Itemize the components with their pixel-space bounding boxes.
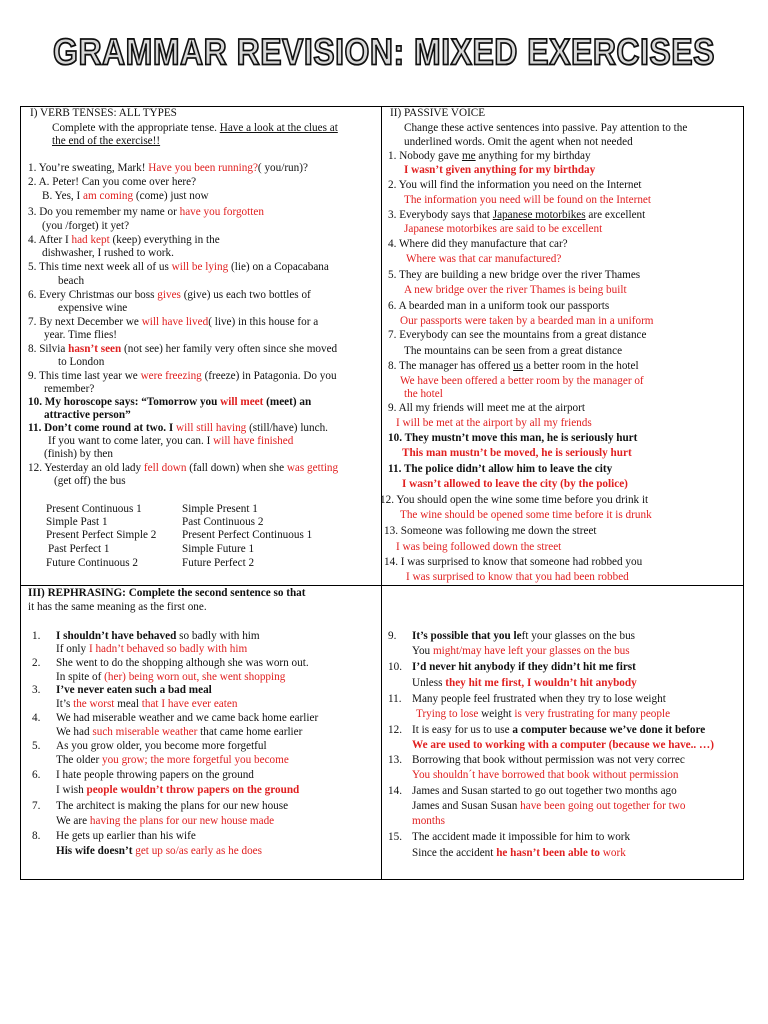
item-number: 15. <box>388 831 402 843</box>
list-item: She went to do the shopping although she was worn out. <box>56 657 309 669</box>
answer: We had such miserable weather that came home earlier <box>56 726 303 738</box>
answer: The mountains can be seen from a great distance <box>404 345 623 357</box>
clue: Simple Past 1 <box>46 516 108 528</box>
answer: I wish people wouldn’t throw papers on the ground <box>56 784 300 796</box>
answer: Unless they hit me first, I wouldn’t hit anybody <box>412 677 637 689</box>
list-item: I shouldn’t have behaved so badly with him <box>56 630 260 642</box>
list-item: beach <box>58 275 85 287</box>
answer: We have been offered a better room by the manager of <box>400 375 644 387</box>
list-item: (finish) by then <box>44 448 113 460</box>
instructions-cont: underlined words. Omit the agent when not needed <box>404 136 633 148</box>
page-title: GRAMMAR REVISION: MIXED EXERCISES <box>53 31 715 73</box>
list-item: 4. Where did they manufacture that car? <box>388 238 568 250</box>
list-item: It’s possible that you left your glasses on the bus <box>412 630 636 642</box>
answer: If only I hadn’t behaved so badly with him <box>56 643 248 655</box>
clue: Present Perfect Continuous 1 <box>182 529 313 541</box>
clue: Past Continuous 2 <box>182 516 264 528</box>
list-item: James and Susan started to go out together two months ago <box>412 785 677 797</box>
answer: We are having the plans for our new house made <box>56 815 275 827</box>
clue: Future Continuous 2 <box>46 557 138 569</box>
list-item: We had miserable weather and we came back home earlier <box>56 712 319 724</box>
list-item: 5. They are building a new bridge over the river Thames <box>388 269 641 281</box>
list-item: 9. All my friends will meet me at the airport <box>388 402 585 414</box>
item-number: 3. <box>32 684 41 696</box>
clue: Past Perfect 1 <box>48 543 110 555</box>
item-number: 11. <box>388 693 402 705</box>
list-item: He gets up earlier than his wife <box>56 830 196 842</box>
section-heading-cont: it has the same meaning as the first one. <box>28 601 207 613</box>
list-item: 7. Everybody can see the mountains from a great distance <box>388 329 647 341</box>
list-item: 2. You will find the information you need on the Internet <box>388 179 642 191</box>
list-item: 12. Yesterday an old lady fell down (fall down) when she was getting <box>28 462 339 474</box>
list-item: It is easy for us to use a computer because we’ve done it before <box>412 724 706 736</box>
answer-cont: months <box>412 815 445 827</box>
instructions: Complete with the appropriate tense. Have a look at the clues at <box>52 122 338 134</box>
answer: You shouldn´t have borrowed that book without permission <box>412 769 679 781</box>
list-item: 13. Someone was following me down the street <box>384 525 597 537</box>
list-item: 10. They mustn’t move this man, he is seriously hurt <box>388 432 638 444</box>
list-item: dishwasher, I rushed to work. <box>42 247 174 259</box>
list-item: 11. The police didn’t allow him to leave the city <box>388 463 613 475</box>
item-number: 6. <box>32 769 41 781</box>
answer: I wasn’t given anything for my birthday <box>404 164 596 176</box>
list-item: 3. Everybody says that Japanese motorbikes are excellent <box>388 209 646 221</box>
answer: Where was that car manufactured? <box>406 253 562 265</box>
item-number: 2. <box>32 657 41 669</box>
section-heading: III) REPHRASING: Complete the second sentence so that <box>28 587 306 599</box>
list-item: 9. This time last year we were freezing (freeze) in Patagonia. Do you <box>28 370 337 382</box>
clue: Present Perfect Simple 2 <box>46 529 157 541</box>
answer: You might/may have left your glasses on the bus <box>412 645 630 657</box>
item-number: 1. <box>32 630 41 642</box>
item-number: 4. <box>32 712 41 724</box>
column-divider <box>381 106 382 880</box>
list-item: I’ve never eaten such a bad meal <box>56 684 212 696</box>
list-item: expensive wine <box>58 302 128 314</box>
section-heading: I) VERB TENSES: ALL TYPES <box>30 107 177 119</box>
list-item: 14. I was surprised to know that someone had robbed you <box>384 556 643 568</box>
list-item: 3. Do you remember my name or have you forgotten <box>28 206 264 218</box>
list-item: If you want to come later, you can. I will have finished <box>48 435 294 447</box>
clue: Future Perfect 2 <box>182 557 255 569</box>
list-item: I hate people throwing papers on the ground <box>56 769 254 781</box>
list-item: 12. You should open the wine some time before you drink it <box>380 494 649 506</box>
answer: In spite of (her) being worn out, she went shopping <box>56 671 286 683</box>
answer: The wine should be opened some time before it is drunk <box>400 509 652 521</box>
item-number: 14. <box>388 785 402 797</box>
answer: The older you grow; the more forgetful you become <box>56 754 289 766</box>
clue: Simple Future 1 <box>182 543 255 555</box>
list-item: As you grow older, you become more forgetful <box>56 740 267 752</box>
list-item: 10. My horoscope says: “Tomorrow you will meet (meet) an <box>28 396 312 408</box>
list-item: B. Yes, I am coming (come) just now <box>42 190 209 202</box>
list-item: 1. Nobody gave me anything for my birthday <box>388 150 591 162</box>
list-item: Borrowing that book without permission was not very correc <box>412 754 685 766</box>
list-item: (get off) the bus <box>54 475 126 487</box>
answer: This man mustn’t be moved, he is seriously hurt <box>402 447 632 459</box>
item-number: 7. <box>32 800 41 812</box>
row-divider <box>20 585 744 586</box>
list-item: 5. This time next week all of us will be lying (lie) on a Copacabana <box>28 261 329 273</box>
list-item: 7. By next December we will have lived( live) in this house for a <box>28 316 319 328</box>
list-item: 6. Every Christmas our boss gives (give) us each two bottles of <box>28 289 311 301</box>
item-number: 12. <box>388 724 402 736</box>
answer: Trying to lose weight is very frustrating for many people <box>416 708 671 720</box>
answer: The information you need will be found on the Internet <box>404 194 651 206</box>
instructions: Change these active sentences into passive. Pay attention to the <box>404 122 688 134</box>
instructions-cont: the end of the exercise!! <box>52 135 161 147</box>
list-item: Many people feel frustrated when they try to lose weight <box>412 693 666 705</box>
list-item: The accident made it impossible for him to work <box>412 831 631 843</box>
answer: We are used to working with a computer (because we have.. …) <box>412 739 714 751</box>
list-item: 8. The manager has offered us a better room in the hotel <box>388 360 639 372</box>
clue: Present Continuous 1 <box>46 503 142 515</box>
list-item: remember? <box>44 383 95 395</box>
list-item: 11. Don’t come round at two. I will still having (still/have) lunch. <box>28 422 328 434</box>
list-item: year. Time flies! <box>44 329 118 341</box>
list-item: attractive person” <box>44 409 131 421</box>
answer: Japanese motorbikes are said to be excellent <box>404 223 603 235</box>
answer: It’s the worst meal that I have ever eaten <box>56 698 238 710</box>
answer: I wasn’t allowed to leave the city (by the police) <box>402 478 628 490</box>
answer: the hotel <box>404 388 443 400</box>
section-heading: II) PASSIVE VOICE <box>390 107 486 119</box>
item-number: 10. <box>388 661 402 673</box>
item-number: 13. <box>388 754 402 766</box>
answer: James and Susan Susan have been going out together for two <box>412 800 686 812</box>
list-item: 1. You’re sweating, Mark! Have you been running?( you/run)? <box>28 162 308 174</box>
answer: His wife doesn’t get up so/as early as he does <box>56 845 263 857</box>
item-number: 8. <box>32 830 41 842</box>
answer: Our passports were taken by a bearded man in a uniform <box>400 315 654 327</box>
list-item: 4. After I had kept (keep) everything in the <box>28 234 220 246</box>
list-item: 2. A. Peter! Can you come over here? <box>28 176 197 188</box>
answer: I will be met at the airport by all my friends <box>396 417 592 429</box>
list-item: The architect is making the plans for our new house <box>56 800 289 812</box>
answer: A new bridge over the river Thames is being built <box>404 284 627 296</box>
list-item: (you /forget) it yet? <box>42 220 130 232</box>
clue: Simple Present 1 <box>182 503 258 515</box>
list-item: 6. A bearded man in a uniform took our passports <box>388 300 610 312</box>
list-item: I’d never hit anybody if they didn’t hit me first <box>412 661 636 673</box>
answer: I was surprised to know that you had been robbed <box>406 571 629 583</box>
answer: I was being followed down the street <box>396 541 562 553</box>
item-number: 5. <box>32 740 41 752</box>
list-item: to London <box>58 356 105 368</box>
item-number: 9. <box>388 630 397 642</box>
list-item: 8. Silvia hasn’t seen (not see) her family very often since she moved <box>28 343 338 355</box>
answer: Since the accident he hasn’t been able to work <box>412 847 626 859</box>
